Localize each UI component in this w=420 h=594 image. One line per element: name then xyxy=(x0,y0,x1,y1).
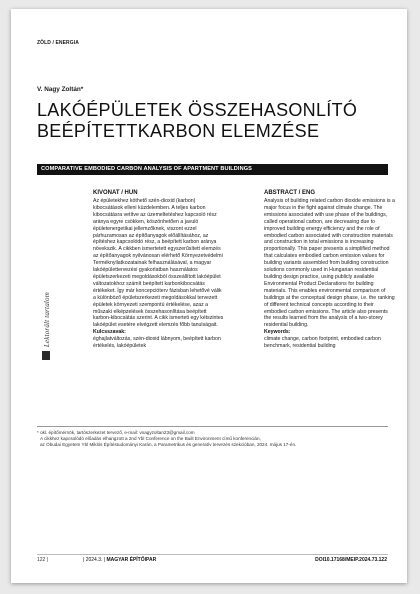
footnote-author-email: * okl. építőmérnök, tartószerkezet tervező, e-mail: vnagyzoltan23@gmail.com xyxy=(37,430,195,435)
title-line-1: LAKÓÉPÜLETEK ÖSSZEHASONLÍTÓ xyxy=(37,100,358,120)
title-line-2: BEÉPÍTETTKARBON ELEMZÉSE xyxy=(37,121,320,141)
section-tag: ZÖLD / ENERGIA xyxy=(37,40,79,46)
footnotes xyxy=(37,430,382,448)
page-number: 122 | xyxy=(37,557,49,563)
abstract-english xyxy=(264,190,396,350)
footnote-divider xyxy=(37,426,388,427)
page-sheet xyxy=(11,9,407,583)
doi: DOI10.17168/MEIP.2024.73.122 xyxy=(315,557,387,563)
journal-info xyxy=(83,557,156,563)
peer-reviewed-label: Lektorált tartalom xyxy=(43,292,51,348)
footnote-conference-1: A cikkhez kapcsolódó előadás elhangzott a 2nd Ybl Conference on the Built Environment című konferencián, xyxy=(40,436,261,441)
abstract-hu-keywords: éghajlatváltozás, szén-dioxid lábnyom, beépített karbon értékelés, lakóépületek xyxy=(93,336,221,350)
english-title-banner: COMPARATIVE EMBODIED CARBON ANALYSIS OF APARTMENT BUILDINGS xyxy=(37,164,388,175)
issue-number: | 2024.3. | xyxy=(83,557,106,563)
abstract-en-body: Analysis of building related carbon dioxide emissions is a major focus in the fight against climate change. The emissions associated with use phase of the buildings, called operational carbon, are decreasing due to improved building energy efficiency and the role of embodied carbon associated with construction materials and construction in total emissions is increasing proportionally. This paper presents a simplified method that calculates embodied carbon emission values for building variants assembled from building construction solutions commonly used in Hungarian residential building design practice, using publicly available Environmental Product Declarations for building materials. This enables environmental comparison of buildings at the conceptual design phase, i.e. the ranking of different technical concepts according to their embodied carbon emissions. The article also presents the results learned from the analysis of a two-storey residential building. xyxy=(264,198,395,329)
abstract-en-keywords-label: Keywords: xyxy=(264,329,291,336)
abstract-en-keywords: climate change, carbon footprint, embodied carbon benchmark, residential building xyxy=(264,336,381,350)
abstract-hu-keywords-label: Kulcsszavak: xyxy=(93,329,126,336)
footer-rule xyxy=(37,554,388,555)
abstract-hungarian xyxy=(93,190,225,350)
abstract-hu-body: Az épületekhez köthető szén-dioxid (karbon) kibocsátások elleni küzdelemben. A teljes karbon kibocsátásra vetítve az üzemeltetéshez kapcsoló rész aránya egyre csökken, köszönhetően a javuló épületenergetikai jellemzőknek, viszont ezzel párhuzamosan az építőanyagok előállításához, az építéshez kapcsolódó rész, a beépített karbon aránya növekszik. A cikkben ismertetett egyszerűsített elemzés az építőanyagok nyilvánosan elérhető Környezetvédelmi Terméknyilatkozatainak felhasználásával, a magyar lakóépülettervezési gyakorlatban használatos épületszerkezeti megoldásokból összeállított lakóépület változatokhoz számít beépített karbonkibocsátás értékeket. Így már koncepcióterv fázisban lehetővé válik a különböző épületszerkezeti megoldásokkal tervezett épületek környezeti szempontú értékelése, azaz a műszaki elképzelések összehasonlítása beépített karbon-kibocsátás szerint. A cikk ismerteti egy kétszintes lakóépület esetére elvégzett elemzés főbb tanulságait. xyxy=(93,198,224,329)
article-title xyxy=(37,100,377,142)
peer-reviewed-marker xyxy=(42,351,50,360)
journal-name: MAGYAR ÉPÍTŐIPAR xyxy=(106,557,157,563)
author-name: V. Nagy Zoltán* xyxy=(37,86,84,93)
abstract-hu-heading: KIVONAT / HUN xyxy=(93,190,138,196)
footnote-conference-2: az Óbudai Egyetem Ybl Miklós Építéstudományi Karán, a Parametrikus és generatív tervezés szekcióban, 2024. május 17-én. xyxy=(40,442,297,447)
abstract-en-heading: ABSTRACT / ENG xyxy=(264,190,315,196)
